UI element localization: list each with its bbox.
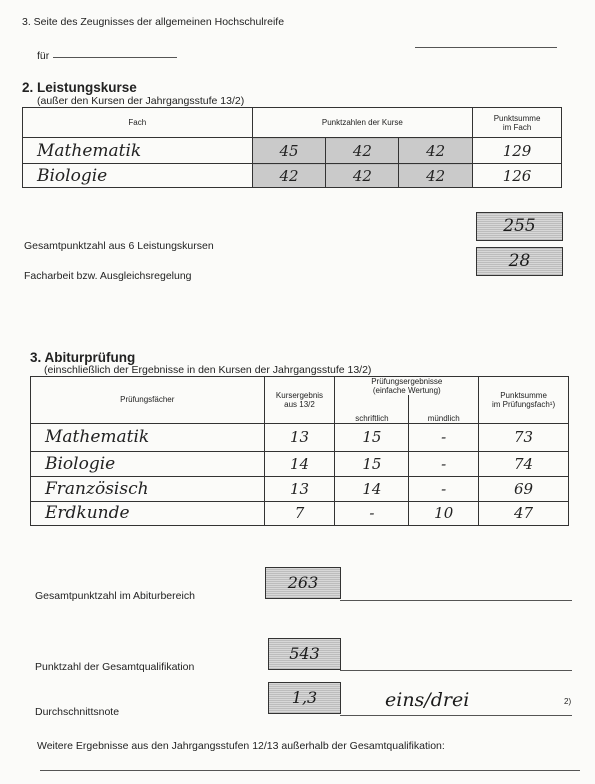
kurs-cell: 14 xyxy=(264,451,335,476)
fuer-line xyxy=(53,57,177,58)
subject-cell: Biologie xyxy=(31,451,265,476)
gesamt-abitur-value: 263 xyxy=(265,567,341,599)
qualifikation-line xyxy=(340,670,572,671)
leistungskurse-table xyxy=(22,107,562,188)
qualifikation-value: 543 xyxy=(268,638,341,670)
kurs-cell: 13 xyxy=(264,423,335,451)
durchschnitt-line xyxy=(340,715,572,716)
sum-cell: 47 xyxy=(479,501,569,525)
page-section-title: 3. Seite des Zeugnisses der allgemeinen Hochschulreife xyxy=(22,16,285,28)
leistungskurse-subheading: (außer den Kursen der Jahrgangsstufe 13/2) xyxy=(37,95,245,107)
muendlich-cell: 10 xyxy=(409,501,479,525)
kurs-cell: 7 xyxy=(264,501,335,525)
fuer-label: für xyxy=(37,50,50,62)
leistungskurse-heading: 2. Leistungskurse xyxy=(22,80,137,95)
name-line xyxy=(415,47,557,48)
abitur-table xyxy=(30,376,569,526)
col-pruefungsfaecher: Prüfungsfächer xyxy=(31,377,265,424)
points-cell: 42 xyxy=(326,164,399,188)
durchschnitt-value: 1,3 xyxy=(268,682,341,714)
schriftlich-cell: 15 xyxy=(335,451,409,476)
abitur-subheading: (einschließlich der Ergebnisse in den Kursen der Jahrgangsstufe 13/2) xyxy=(44,364,372,376)
sum-cell: 69 xyxy=(479,476,569,501)
col-punktzahlen: Punktzahlen der Kurse xyxy=(252,108,472,138)
col-kursergebnis: Kursergebnis aus 13/2 xyxy=(264,377,335,424)
points-cell: 45 xyxy=(252,138,326,164)
table-row xyxy=(23,164,562,188)
footnote-mark: 2) xyxy=(564,697,572,706)
sum-cell: 129 xyxy=(473,138,562,164)
table-row xyxy=(31,476,569,501)
gesamt-lk-value: 255 xyxy=(476,212,563,241)
weitere-label: Weitere Ergebnisse aus den Jahrgangsstufen 12/13 außerhalb der Gesamtqualifikation: xyxy=(37,740,445,752)
table-row xyxy=(31,451,569,476)
col-fach: Fach xyxy=(23,108,253,138)
schriftlich-cell: 15 xyxy=(335,423,409,451)
gesamt-lk-label: Gesamtpunktzahl aus 6 Leistungskursen xyxy=(24,240,214,252)
durchschnitt-label: Durchschnittsnote xyxy=(35,706,120,718)
subject-cell: Erdkunde xyxy=(31,501,265,525)
subject-cell: Biologie xyxy=(23,164,253,188)
table-row xyxy=(23,138,562,164)
muendlich-cell: - xyxy=(409,423,479,451)
schriftlich-cell: 14 xyxy=(335,476,409,501)
col-punktsumme: Punktsumme im Fach xyxy=(473,108,562,138)
table-row xyxy=(31,501,569,525)
col-pruefungsergebnisse: Prüfungsergebnisse (einfache Wertung) xyxy=(335,377,479,396)
sum-cell: 126 xyxy=(473,164,562,188)
sum-cell: 74 xyxy=(479,451,569,476)
col-muendlich: mündlich xyxy=(409,395,479,423)
weitere-line xyxy=(40,770,580,771)
muendlich-cell: - xyxy=(409,476,479,501)
facharbeit-value: 28 xyxy=(476,247,563,276)
durchschnitt-words: eins/drei xyxy=(385,689,470,711)
sum-cell: 73 xyxy=(479,423,569,451)
points-cell: 42 xyxy=(326,138,399,164)
qualifikation-label: Punktzahl der Gesamtqualifikation xyxy=(35,661,195,673)
schriftlich-cell: - xyxy=(335,501,409,525)
subject-cell: Französisch xyxy=(31,476,265,501)
subject-cell: Mathematik xyxy=(23,138,253,164)
points-cell: 42 xyxy=(399,164,473,188)
muendlich-cell: - xyxy=(409,451,479,476)
gesamt-abitur-label: Gesamtpunktzahl im Abiturbereich xyxy=(35,590,195,602)
points-cell: 42 xyxy=(399,138,473,164)
col-schriftlich: schriftlich xyxy=(335,395,409,423)
points-cell: 42 xyxy=(252,164,326,188)
facharbeit-label: Facharbeit bzw. Ausgleichsregelung xyxy=(24,270,192,282)
abitur-heading: 3. Abiturprüfung xyxy=(30,350,136,365)
gesamt-abitur-line xyxy=(340,600,572,601)
table-row xyxy=(31,423,569,451)
col-punktsumme-pruefung: Punktsumme im Prüfungsfach¹) xyxy=(479,377,569,424)
subject-cell: Mathematik xyxy=(31,423,265,451)
kurs-cell: 13 xyxy=(264,476,335,501)
